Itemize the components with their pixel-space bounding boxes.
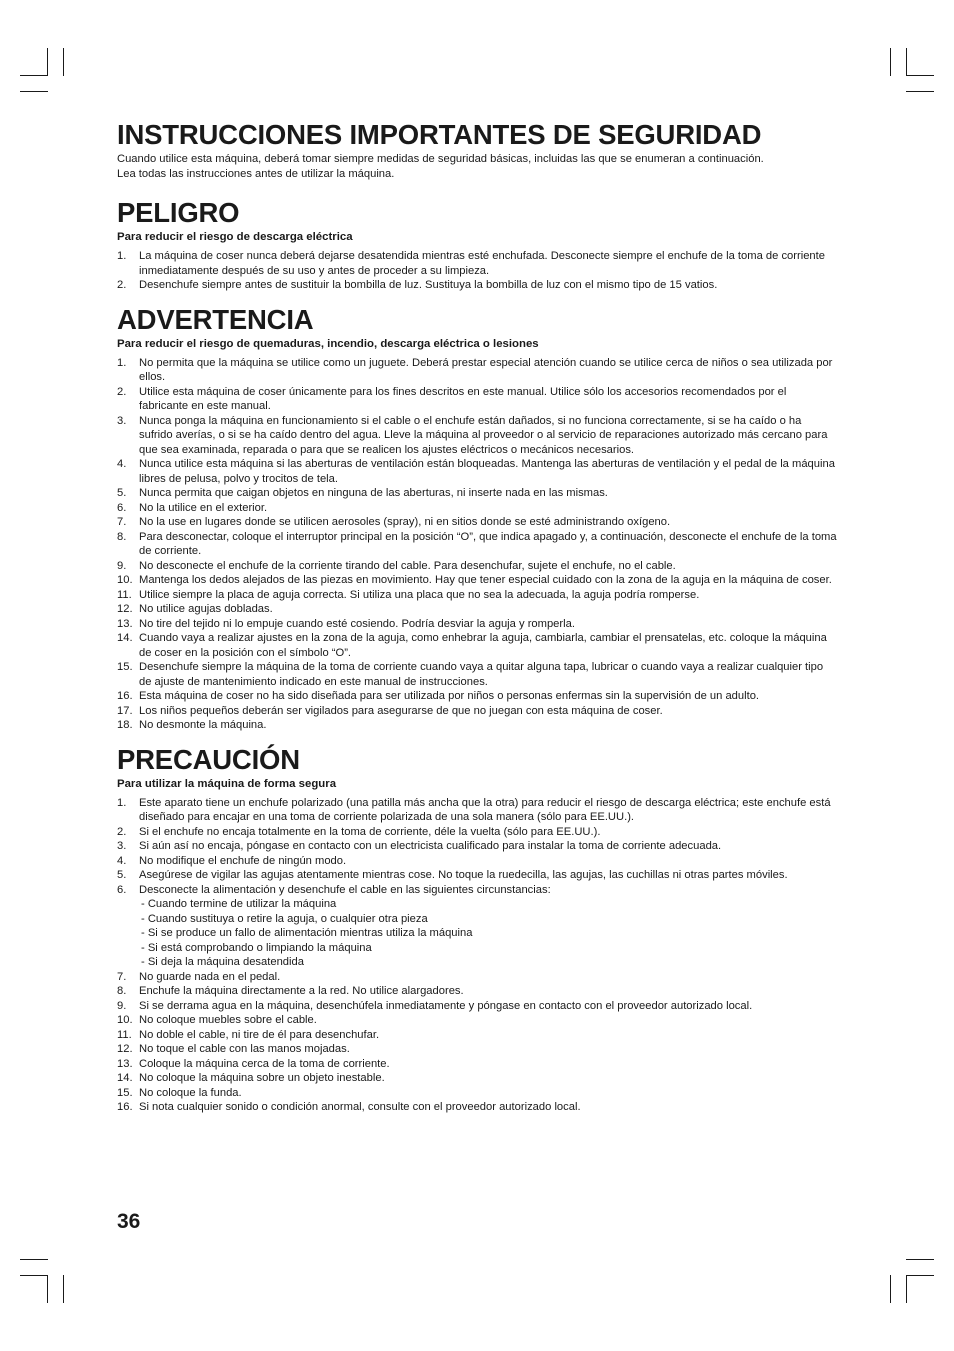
item-number: 18. — [117, 719, 133, 731]
advertencia-list — [117, 356, 837, 733]
item-number: 14. — [117, 632, 133, 644]
item-text: Utilice siempre la placa de aguja correcta. Si utiliza una placa que no sea la adecuada, la aguja podría romperse. — [139, 588, 700, 601]
item-number: 2. — [117, 825, 127, 838]
list-item — [117, 617, 837, 632]
item-text: Utilice esta máquina de coser únicamente para los fines descritos en este manual. Utilice sólo los accesorios recomendados por el fabricante en este manual. — [139, 385, 787, 412]
page-title: INSTRUCCIONES IMPORTANTES DE SEGURIDAD — [117, 119, 762, 150]
item-text: No doble el cable, ni tire de él para desenchufar. — [139, 1028, 380, 1041]
item-number: 7. — [117, 970, 127, 983]
list-item — [117, 573, 837, 588]
section-heading: PELIGRO — [117, 197, 240, 228]
item-text: Para desconectar, coloque el interruptor principal en la posición “O”, que indica apagado y, a continuación, desconecte el enchufe de la toma de corriente. — [139, 530, 837, 557]
page-number: 36 — [117, 1210, 141, 1233]
list-item — [117, 718, 837, 733]
item-text: No desconecte el enchufe de la corriente tirando del cable. Para desenchufar, sujete el enchufe, no el cable. — [139, 559, 676, 572]
list-item — [117, 1071, 837, 1086]
item-text: Coloque la máquina cerca de la toma de corriente. — [139, 1057, 390, 1070]
list-item — [117, 278, 837, 293]
item-number: 11. — [117, 588, 132, 601]
item-text: La máquina de coser nunca deberá dejarse desatendida mientras esté enchufada. Desconecte siempre el enchufe de la toma de corriente inmediatamente después de su uso y antes de proceder a su limpieza. — [139, 250, 825, 277]
item-number: 14. — [117, 1072, 133, 1084]
list-item — [117, 530, 837, 559]
item-text: No permita que la máquina se utilice como un juguete. Deberá prestar especial atención cuando se utilice cerca de niños o sea utilizada por ellos. — [139, 356, 833, 383]
list-item — [117, 999, 837, 1014]
list-item — [117, 515, 837, 530]
list-item — [117, 385, 837, 414]
item-number: 13. — [117, 1057, 133, 1070]
item-text: Mantenga los dedos alejados de las piezas en movimiento. Hay que tener especial cuidado con la zona de la aguja en la máquina de coser. — [139, 574, 832, 586]
item-text: Si aún así no encaja, póngase en contacto con un electricista cualificado para instalar la toma de corriente adecuada. — [139, 840, 722, 852]
list-item — [117, 825, 837, 840]
sub-list — [139, 897, 837, 970]
item-number: 10. — [117, 1014, 133, 1026]
list-item — [117, 486, 837, 501]
item-number: 6. — [117, 501, 127, 514]
item-number: 3. — [117, 414, 127, 427]
item-text: No tire del tejido ni lo empuje cuando esté cosiendo. Podría desviar la aguja y romperla. — [139, 617, 575, 630]
peligro-list — [117, 249, 837, 293]
list-item — [117, 883, 837, 970]
list-item — [117, 1100, 837, 1115]
list-item — [117, 704, 837, 719]
item-text: Desconecte la alimentación y desenchufe el cable en las siguientes circunstancias: — [139, 883, 551, 896]
section-precaucion — [117, 743, 837, 1115]
item-number: 3. — [117, 840, 127, 852]
list-item — [117, 1013, 837, 1028]
item-text: Nunca utilice esta máquina si las aberturas de ventilación están bloqueadas. Mantenga las aberturas de ventilación y el pedal de la máquina libres de pelusa, polvo y trocitos de tela. — [139, 458, 835, 485]
item-text: Si se derrama agua en la máquina, desenchúfela inmediatamente y póngase en contacto con el proveedor autorizado local. — [139, 999, 753, 1012]
item-text: No utilice agujas dobladas. — [139, 603, 273, 615]
item-number: 5. — [117, 487, 127, 499]
item-number: 11. — [117, 1028, 132, 1041]
section-advertencia — [117, 303, 837, 733]
item-text: No guarde nada en el pedal. — [139, 970, 281, 983]
list-item — [117, 559, 837, 574]
precaucion-list — [117, 796, 837, 1115]
intro-line: Cuando utilice esta máquina, deberá tomar siempre medidas de seguridad básicas, incluidas las que se enumeran a continuación. — [117, 153, 764, 165]
sub-list-item: - Cuando sustituya o retire la aguja, o cualquier otra pieza — [141, 912, 428, 925]
item-number: 8. — [117, 985, 127, 997]
list-item — [117, 602, 837, 617]
item-text: Cuando vaya a realizar ajustes en la zona de la aguja, como enhebrar la aguja, cambiarla, cambiar el prensatelas, etc. coloque la máquina de coser en la posición con el símbolo “O”. — [139, 632, 827, 659]
item-number: 4. — [117, 458, 127, 470]
item-text: Esta máquina de coser no ha sido diseñada para ser utilizada por niños o personas enfermas sin la supervisión de un adulto. — [139, 690, 760, 702]
list-item — [117, 501, 837, 516]
list-item — [117, 1057, 837, 1072]
item-text: Desenchufe siempre antes de sustituir la bombilla de luz. Sustituya la bombilla de luz con el mismo tipo de 15 vatios. — [139, 279, 718, 291]
item-text: Enchufe la máquina directamente a la red. No utilice alargadores. — [139, 985, 464, 997]
list-item — [117, 796, 837, 825]
item-text: No modifique el enchufe de ningún modo. — [139, 854, 347, 867]
list-item — [117, 356, 837, 385]
item-number: 2. — [117, 385, 127, 398]
item-number: 9. — [117, 999, 127, 1012]
item-number: 12. — [117, 1043, 133, 1055]
item-text: No la use en lugares donde se utilicen aerosoles (spray), ni en sitios donde se esté administrando oxígeno. — [139, 516, 671, 528]
item-text: Asegúrese de vigilar las agujas atentamente mientras cose. No toque la ruedecilla, las agujas, las cuchillas ni otras partes móviles. — [139, 869, 788, 881]
item-number: 17. — [117, 704, 133, 717]
item-number: 4. — [117, 854, 127, 867]
item-text: Desenchufe siempre la máquina de la toma de corriente cuando vaya a quitar alguna tapa, lubricar o cuando vaya a realizar cualquier tipo de ajuste de mantenimiento indicado en este manual de instrucciones. — [139, 661, 824, 688]
item-text: Nunca ponga la máquina en funcionamiento si el cable o el enchufe están dañados, si no funciona correctamente, si se ha caído o ha sufrido averías, o si se ha caído dentro del agua. Lleve la máquina al proveedor o al servicio de reparaciones autorizado más cercano para que sea examinada, reparada o para que se realicen los ajustes eléctricos o mecánicos necesarios. — [139, 414, 828, 456]
section-subheading: Para reducir el riesgo de descarga eléctrica — [117, 231, 353, 243]
list-item — [117, 868, 837, 883]
item-text: Si nota cualquier sonido o condición anormal, consulte con el proveedor autorizado local. — [139, 1101, 581, 1113]
list-item — [117, 854, 837, 869]
item-number: 15. — [117, 661, 133, 673]
item-text: No desmonte la máquina. — [139, 719, 267, 731]
section-heading: PRECAUCIÓN — [117, 743, 300, 775]
item-number: 16. — [117, 690, 133, 702]
item-text: No coloque la máquina sobre un objeto inestable. — [139, 1072, 385, 1084]
item-text: Nunca permita que caigan objetos en ninguna de las aberturas, ni inserte nada en las mismas. — [139, 487, 608, 499]
sub-list-item: - Si está comprobando o limpiando la máquina — [141, 941, 372, 954]
intro — [117, 152, 837, 182]
item-text: No la utilice en el exterior. — [139, 501, 268, 514]
item-number: 9. — [117, 559, 127, 572]
list-item — [117, 839, 837, 854]
list-item — [117, 1028, 837, 1043]
item-text: Los niños pequeños deberán ser vigilados para asegurarse de que no juegan con esta máquina de coser. — [139, 704, 663, 717]
list-item — [117, 588, 837, 603]
section-subheading: Para reducir el riesgo de quemaduras, incendio, descarga eléctrica o lesiones — [117, 337, 539, 350]
list-item — [117, 970, 837, 985]
list-item — [117, 414, 837, 458]
intro-line: Lea todas las instrucciones antes de utilizar la máquina. — [117, 168, 395, 180]
item-number: 10. — [117, 574, 133, 586]
sub-list-item: - Si se produce un fallo de alimentación mientras utiliza la máquina — [141, 927, 473, 939]
item-number: 1. — [117, 250, 127, 262]
item-number: 1. — [117, 796, 127, 809]
item-text: Si el enchufe no encaja totalmente en la toma de corriente, déle la vuelta (sólo para EE.UU.). — [139, 825, 601, 838]
item-number: 12. — [117, 603, 133, 615]
item-number: 1. — [117, 356, 127, 369]
sub-list-item: - Cuando termine de utilizar la máquina — [141, 898, 337, 910]
list-item — [117, 660, 837, 689]
item-text: Este aparato tiene un enchufe polarizado (una patilla más ancha que la otra) para reducir el riesgo de descarga eléctrica; este enchufe está diseñado para encajar en una toma de corriente polarizada de una sola manera (sólo para EE.UU.). — [139, 796, 831, 823]
item-number: 5. — [117, 869, 127, 881]
item-number: 16. — [117, 1101, 133, 1113]
page-content — [117, 118, 837, 1115]
section-subheading: Para utilizar la máquina de forma segura — [117, 777, 337, 790]
list-item — [117, 249, 837, 278]
list-item — [117, 631, 837, 660]
list-item — [117, 457, 837, 486]
item-number: 2. — [117, 279, 127, 291]
item-text: No toque el cable con las manos mojadas. — [139, 1043, 350, 1055]
item-number: 7. — [117, 516, 127, 528]
sub-list-item: - Si deja la máquina desatendida — [141, 956, 304, 968]
item-text: No coloque muebles sobre el cable. — [139, 1014, 317, 1026]
list-item — [117, 1086, 837, 1101]
item-number: 8. — [117, 530, 127, 543]
item-number: 13. — [117, 617, 133, 630]
section-peligro — [117, 196, 837, 293]
list-item — [117, 984, 837, 999]
list-item — [117, 1042, 837, 1057]
item-number: 15. — [117, 1086, 133, 1099]
list-item — [117, 689, 837, 704]
item-text: No coloque la funda. — [139, 1086, 242, 1099]
section-heading: ADVERTENCIA — [117, 303, 314, 335]
item-number: 6. — [117, 883, 127, 896]
